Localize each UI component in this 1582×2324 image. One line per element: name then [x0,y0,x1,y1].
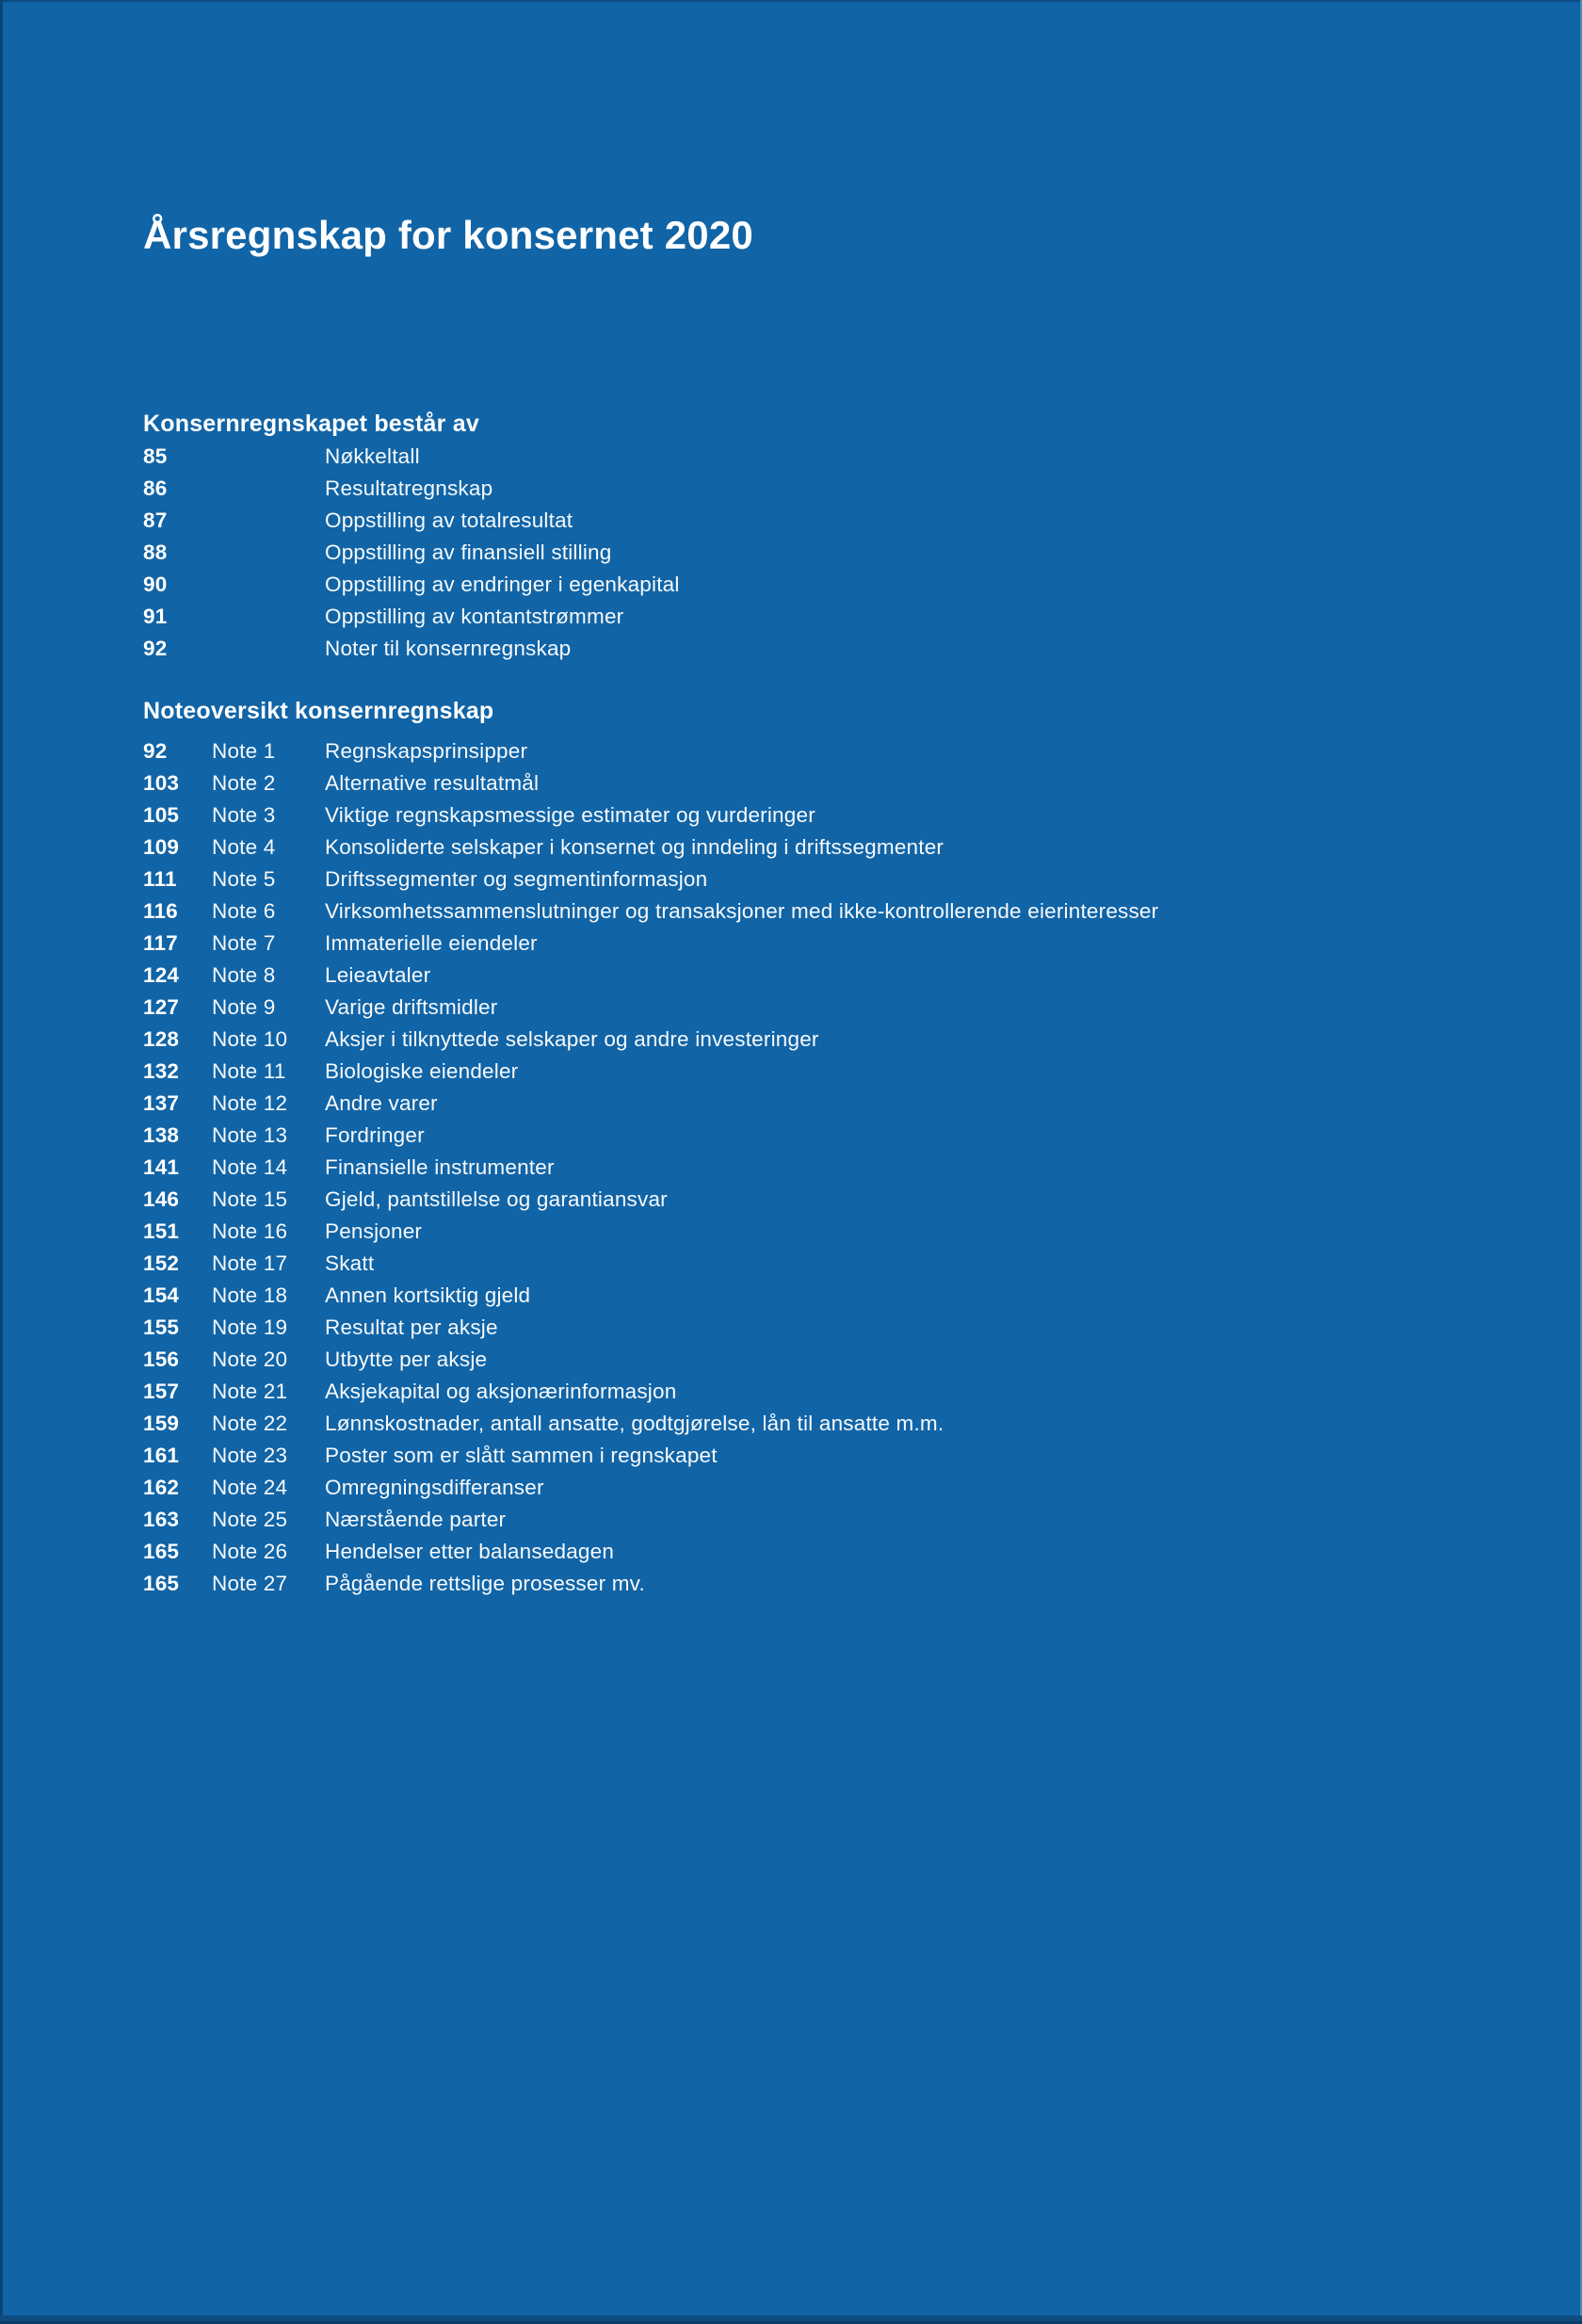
entry-title: Alternative resultatmål [325,771,540,795]
toc-row[interactable] [143,1536,1526,1568]
page-number: 154 [143,1283,180,1307]
page-number: 152 [143,1251,180,1275]
page-number: 141 [143,1155,180,1179]
entry-title: Finansielle instrumenter [325,1155,555,1179]
toc-row[interactable] [143,1152,1526,1184]
entry-title: Pågående rettslige prosesser mv. [325,1572,645,1595]
toc-row[interactable] [143,928,1526,960]
entry-title: Omregningsdifferanser [325,1476,544,1499]
toc-row[interactable] [143,1088,1526,1120]
note-label: Note 17 [212,1251,288,1275]
page-number: 165 [143,1572,180,1595]
page-number: 155 [143,1315,180,1339]
page-edge-bottom [0,2316,1582,2324]
page-number: 138 [143,1123,180,1147]
entry-title: Resultatregnskap [325,476,493,500]
note-label: Note 21 [212,1380,288,1403]
page-title: Årsregnskap for konsernet 2020 [143,213,753,257]
entry-title: Andre varer [325,1091,438,1115]
entry-title: Oppstilling av totalresultat [325,508,573,532]
note-label: Note 5 [212,867,276,891]
page-number: 116 [143,899,178,923]
toc-row[interactable] [143,441,1526,473]
entry-title: Aksjer i tilknyttede selskaper og andre investeringer [325,1027,819,1051]
entry-title: Nøkkeltall [325,444,420,468]
page-number: 90 [143,573,168,596]
entry-title: Hendelser etter balansedagen [325,1540,615,1563]
entry-title: Aksjekapital og aksjonærinformasjon [325,1380,677,1403]
page-number: 132 [143,1059,180,1083]
toc-row[interactable] [143,473,1526,505]
entry-title: Immaterielle eiendeler [325,931,538,955]
toc-row[interactable] [143,992,1526,1024]
toc-row[interactable] [143,1568,1526,1600]
note-label: Note 18 [212,1283,288,1307]
toc-row[interactable] [143,633,1526,665]
note-label: Note 7 [212,931,276,955]
page-number: 117 [143,931,178,955]
page-number: 157 [143,1380,180,1403]
toc-row[interactable] [143,1376,1526,1408]
note-label: Note 10 [212,1027,288,1051]
entry-title: Biologiske eiendeler [325,1059,519,1083]
toc-list-konsernregnskap [143,441,1526,665]
page-number: 92 [143,637,168,660]
entry-title: Nærstående parter [325,1508,507,1531]
note-label: Note 23 [212,1444,288,1467]
page-number: 88 [143,541,168,564]
note-label: Note 25 [212,1508,288,1531]
toc-row[interactable] [143,1024,1526,1056]
entry-title: Varige driftsmidler [325,995,498,1019]
toc-row[interactable] [143,601,1526,633]
toc-row[interactable] [143,1440,1526,1472]
entry-title: Driftssegmenter og segmentinformasjon [325,867,708,891]
toc-row[interactable] [143,1344,1526,1376]
page-number: 137 [143,1091,180,1115]
page-number: 109 [143,835,180,859]
note-label: Note 27 [212,1572,288,1595]
page-number: 151 [143,1219,180,1243]
page-number: 128 [143,1027,180,1051]
note-label: Note 13 [212,1123,288,1147]
page-number: 162 [143,1476,180,1499]
toc-row[interactable] [143,1056,1526,1088]
entry-title: Oppstilling av endringer i egenkapital [325,573,680,596]
page-number: 127 [143,995,180,1019]
toc-row[interactable] [143,1280,1526,1312]
page-number: 92 [143,739,168,763]
section-heading-noteoversikt: Noteoversikt konsernregnskap [143,698,494,724]
note-label: Note 14 [212,1155,288,1179]
toc-row[interactable] [143,767,1526,799]
page-number: 159 [143,1412,180,1435]
toc-row[interactable] [143,735,1526,767]
note-label: Note 2 [212,771,276,795]
entry-title: Skatt [325,1251,375,1275]
entry-title: Noter til konsernregnskap [325,637,572,660]
entry-title: Regnskapsprinsipper [325,739,528,763]
toc-row[interactable] [143,896,1526,928]
note-label: Note 24 [212,1476,288,1499]
note-label: Note 19 [212,1315,288,1339]
page-number: 86 [143,476,168,500]
note-label: Note 26 [212,1540,288,1563]
page-number: 103 [143,771,180,795]
note-label: Note 8 [212,963,276,987]
entry-title: Resultat per aksje [325,1315,498,1339]
entry-title: Fordringer [325,1123,425,1147]
page-edge-top [0,0,1582,2]
page-number: 163 [143,1508,180,1531]
entry-title: Utbytte per aksje [325,1348,488,1371]
toc-row[interactable] [143,1216,1526,1248]
note-label: Note 20 [212,1348,288,1371]
page-number: 165 [143,1540,180,1563]
page-number: 85 [143,444,168,468]
entry-title: Viktige regnskapsmessige estimater og vurderinger [325,803,815,827]
note-label: Note 11 [212,1059,286,1083]
toc-row[interactable] [143,505,1526,537]
note-label: Note 22 [212,1412,288,1435]
toc-row[interactable] [143,799,1526,831]
note-label: Note 15 [212,1187,288,1211]
toc-row[interactable] [143,1504,1526,1536]
entry-title: Gjeld, pantstillelse og garantiansvar [325,1187,668,1211]
page-number: 156 [143,1348,180,1371]
entry-title: Lønnskostnader, antall ansatte, godtgjørelse, lån til ansatte m.m. [325,1412,944,1435]
note-label: Note 4 [212,835,276,859]
toc-row[interactable] [143,537,1526,569]
note-label: Note 16 [212,1219,288,1243]
page-number: 91 [143,605,168,628]
page-number: 87 [143,508,168,532]
page-number: 161 [143,1444,180,1467]
page-edge-left [0,0,3,2324]
toc-row[interactable] [143,960,1526,992]
entry-title: Poster som er slått sammen i regnskapet [325,1444,718,1467]
toc-row[interactable] [143,1472,1526,1504]
note-label: Note 12 [212,1091,288,1115]
entry-title: Pensjoner [325,1219,423,1243]
entry-title: Annen kortsiktig gjeld [325,1283,531,1307]
note-label: Note 1 [212,739,276,763]
entry-title: Leieavtaler [325,963,431,987]
toc-row[interactable] [143,863,1526,896]
entry-title: Konsoliderte selskaper i konsernet og inndeling i driftssegmenter [325,835,944,859]
note-label: Note 6 [212,899,276,923]
toc-row[interactable] [143,1312,1526,1344]
entry-title: Virksomhetssammenslutninger og transaksjoner med ikke-kontrollerende eierinteresser [325,899,1159,923]
note-label: Note 3 [212,803,276,827]
toc-row[interactable] [143,569,1526,601]
toc-list-noteoversikt [143,735,1526,1600]
page-number: 124 [143,963,180,987]
toc-row[interactable] [143,831,1526,863]
toc-row[interactable] [143,1248,1526,1280]
note-label: Note 9 [212,995,276,1019]
entry-title: Oppstilling av finansiell stilling [325,541,612,564]
toc-row[interactable] [143,1120,1526,1152]
page-number: 111 [143,867,177,891]
page-number: 146 [143,1187,180,1211]
toc-row[interactable] [143,1408,1526,1440]
section-heading-konsernregnskap: Konsernregnskapet består av [143,411,479,437]
toc-row[interactable] [143,1184,1526,1216]
page-number: 105 [143,803,180,827]
entry-title: Oppstilling av kontantstrømmer [325,605,624,628]
